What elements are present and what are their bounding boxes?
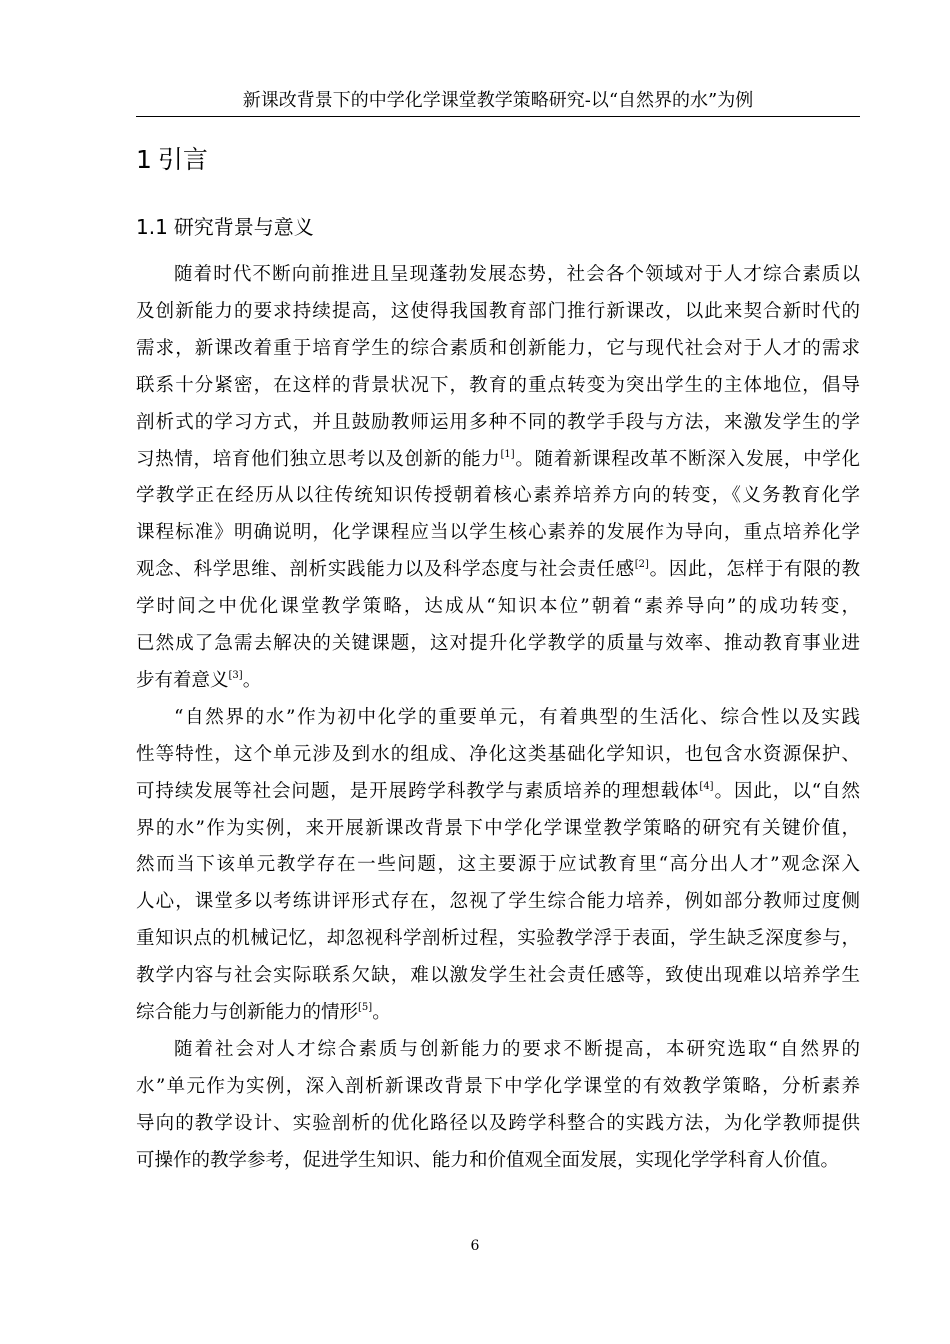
- page-number: 6: [470, 1238, 480, 1254]
- line-text: 教学内容与社会实际联系欠缺，难以激发学生社会责任感等，致使出现难以培养学生: [136, 965, 860, 987]
- line-text: 需求，新课改着重于培育学生的综合素质和创新能力，它与现代社会对于人才的需求: [136, 337, 860, 359]
- citation-marker: [4]: [699, 780, 714, 792]
- line-text: 界的水”作为实例，来开展新课改背景下中学化学课堂教学策略的研究有关键价值，: [136, 817, 860, 839]
- line-text: 及创新能力的要求持续提高，这使得我国教育部门推行新课改，以此来契合新时代的: [136, 300, 860, 322]
- line-text: 。因此，怎样于有限的教: [648, 559, 860, 581]
- chapter-number: 1: [136, 145, 152, 174]
- line-text: 。: [242, 669, 262, 691]
- line-text: 步有着意义: [136, 669, 229, 691]
- paragraph-line: [174, 1037, 860, 1063]
- paragraph-line: [136, 447, 860, 473]
- section-number: 1.1: [136, 215, 168, 239]
- paragraph-line: [136, 483, 860, 509]
- paragraph-line: [136, 594, 860, 620]
- line-text: 。: [372, 1002, 391, 1023]
- line-text: 观念、科学思维、剖析实践能力以及科学态度与社会责任感: [136, 559, 635, 581]
- line-text: 可持续发展等社会问题，是开展跨学科教学与素质培养的理想载体: [136, 780, 700, 802]
- header-rule: [136, 116, 860, 117]
- line-text: 已然成了急需去解决的关键课题，这对提升化学教学的质量与效率、推动教育事业进: [136, 633, 860, 654]
- paragraph-line: [136, 373, 860, 399]
- paragraph-line: [174, 705, 860, 731]
- line-text: 综合能力与创新能力的情形: [136, 1002, 359, 1023]
- citation-marker: [3]: [228, 669, 243, 681]
- line-text: 学时间之中优化课堂教学策略，达成从“知识本位”朝着“素养导向”的成功转变，: [136, 596, 860, 618]
- paragraph-line: [136, 1111, 860, 1137]
- paragraph-line: [136, 1074, 860, 1100]
- line-text: 导向的教学设计、实验剖析的优化路径以及跨学科整合的实践方法，为化学教师提供: [136, 1112, 860, 1134]
- paragraph-line: [136, 410, 860, 436]
- chapter-title: 引言: [157, 145, 208, 174]
- paragraph-line: [136, 336, 860, 362]
- paragraph-line: [136, 926, 860, 952]
- paragraph-line: [136, 963, 860, 989]
- section-heading: [136, 212, 314, 242]
- line-text: 。因此，以“自然: [713, 780, 860, 802]
- line-text: 联系十分紧密，在这样的背景状况下，教育的重点转变为突出学生的主体地位，倡导: [136, 374, 860, 396]
- line-text: 随着社会对人才综合素质与创新能力的要求不断提高，本研究选取“自然界的: [174, 1038, 860, 1060]
- line-text: 。随着新课程改革不断深入发展，中学化: [514, 448, 860, 470]
- citation-marker: [1]: [500, 448, 515, 460]
- line-text: 然而当下该单元教学存在一些问题，这主要源于应试教育里“高分出人才”观念深入: [136, 854, 860, 876]
- line-text: 性等特性，这个单元涉及到水的组成、净化这类基础化学知识，也包含水资源保护、: [136, 743, 860, 765]
- paragraph-line: [136, 889, 860, 915]
- line-text: 水”单元作为实例，深入剖析新课改背景下中学化学课堂的有效教学策略，分析素养: [136, 1075, 860, 1097]
- paragraph-line: [136, 668, 860, 694]
- paragraph-line: [136, 852, 860, 878]
- line-text: 学教学正在经历从以往传统知识传授朝着核心素养培养方向的转变，《义务教育化学: [136, 485, 860, 507]
- paragraph-line: [136, 779, 860, 805]
- line-text: 剖析式的学习方式，并且鼓励教师运用多种不同的教学手段与方法，来激发学生的学: [136, 411, 860, 433]
- paragraph-line: [136, 1148, 860, 1174]
- line-text: 习热情，培育他们独立思考以及创新的能力: [136, 448, 501, 470]
- paragraph-line: [136, 631, 860, 657]
- line-text: 人心，课堂多以考练讲评形式存在，忽视了学生综合能力培养，例如部分教师过度侧: [136, 891, 860, 913]
- line-text: 重知识点的机械记忆，却忽视科学剖析过程，实验教学浮于表面，学生缺乏深度参与，: [136, 928, 860, 950]
- paragraph-line: [136, 742, 860, 768]
- paragraph-line: [136, 299, 860, 325]
- line-text: “自然界的水”作为初中化学的重要单元，有着典型的生活化、综合性以及实践: [174, 706, 860, 728]
- paragraph-line: [136, 557, 860, 583]
- paragraph-line: [136, 1000, 860, 1026]
- running-header: 新课改背景下的中学化学课堂教学策略研究-以“自然界的水”为例: [242, 90, 754, 111]
- citation-marker: [2]: [634, 559, 649, 571]
- paragraph-line: [136, 520, 860, 546]
- line-text: 可操作的教学参考，促进学生知识、能力和价值观全面发展，实现化学学科育人价值。: [136, 1149, 840, 1171]
- chapter-heading: [136, 142, 208, 178]
- section-title: 研究背景与意义: [173, 215, 314, 239]
- paragraph-line: [174, 262, 860, 288]
- line-text: 随着时代不断向前推进且呈现蓬勃发展态势，社会各个领域对于人才综合素质以: [174, 264, 860, 285]
- paragraph-line: [136, 816, 860, 842]
- citation-marker: [5]: [358, 1002, 373, 1013]
- line-text: 课程标准》明确说明，化学课程应当以学生核心素养的发展作为导向，重点培养化学: [136, 522, 860, 544]
